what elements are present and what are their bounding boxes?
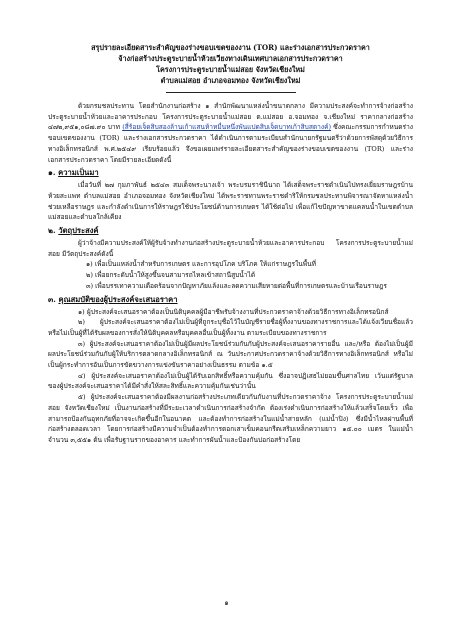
- section-2-title: วัตถุประสงค์: [58, 226, 99, 236]
- intro-amount-words: (สี่ร้อยเจ็ดสิบสองล้านเก้าแสนห้าหมื่นหนึ่งพันแปดสิบเจ็ดบาทเก้าสิบสตางค์): [122, 123, 332, 132]
- doc-title-4: ตำบลแม่สอย อำเภอจอมทอง จังหวัดเชียงใหม่: [160, 76, 301, 85]
- doc-title-1: สรุปรายละเอียดสาระสำคัญของร่างขอบเขตของงาน (TOR) และร่างเอกสารประกวดราคา: [91, 43, 370, 52]
- section-1-body: เมื่อวันที่ ๒๗ กุมภาพันธ์ ๒๕๔๓ สมเด็จพระนางเจ้า พระบรมราชินีนาถ ได้เสด็จพระราชดำเนินไปทรงเยี่ยมราษฎรบ้านห้วยสะแพท ตำบลแม่สอย อำเภอจอมทอง จังหวัดเชียงใหม่ ได้พระราชทานพระราชดำริให้กรมชลประทานพิจารณาจัดหาแหล่งน้ำช่วยเหลือราษฎร และกำลังดำเนินการให้ราษฎรใช้ประโยชน์ด้านการเกษตร ได้ใช้ต่อไป เพื่อแก้ไขปัญหาขาดแคลนน้ำในเขตตำบลแม่สอยและตำบลใกล้เคียง: [48, 181, 413, 222]
- section-3-title: คุณสมบัติของผู้ประสงค์จะเสนอราคา: [58, 294, 178, 304]
- doc-title-2: จ้างก่อสร้างประตูระบายน้ำห้วยเวียงทางเดินเทศบาลเอกสารประกวดราคา: [118, 54, 343, 63]
- section-3-item: ๑) ผู้ประสงค์จะเสนอราคาต้องเป็นนิติบุคคลผู้มีอาชีพรับจ้างงานที่ประกวดราคาจ้างด้วยวิธีการทางอิเล็กทรอนิกส์: [78, 307, 389, 316]
- section-1-number: ๑.: [48, 168, 56, 178]
- section-2-item: ๑) เพื่อเป็นแหล่งน้ำสำหรับการเกษตร และการอุปโภค บริโภค ให้แก่ราษฎรในพื้นที่: [86, 260, 317, 269]
- title-divider: [166, 92, 296, 93]
- section-3-item: ๒) ผู้ประสงค์จะเสนอราคาต้องไม่เป็นผู้ที่ถูกระบุชื่อไว้ในบัญชีรายชื่อผู้ทิ้งงานของทางราชการและได้แจ้งเวียนชื่อแล้ว หรือไม่เป็นผู้ที่ได้รับผลของการสั่งให้นิติบุคคลหรือบุคคลอื่นเป็นผู้ทิ้งงาน ตามระเบียบของทางราชการ: [48, 318, 413, 337]
- section-1-heading: [48, 167, 413, 179]
- section-3-heading: [48, 294, 413, 306]
- section-2-heading: [48, 225, 413, 237]
- intro-paragraph: [48, 101, 413, 165]
- section-3-item: ๕) ผู้ประสงค์จะเสนอราคาต้องมีผลงานก่อสร้างประเภทเดียวกันกับงานที่ประกวดราคาจ้าง โครงการประตูระบายน้ำแม่สอย จังหวัดเชียงใหม่ เป็นงานก่อสร้างที่มีระยะเวลาดำเนินการก่อสร้างจำกัด ต้องเร่งดำเนินการก่อสร้างให้แล้วเสร็จโดยเร็ว เพื่อสามารถป้องกันอุทกภัยที่อาจจะเกิดขึ้นอีกในอนาคต และต้องทำการก่อสร้างในแม่น้ำสายหลัก (แม่น้ำปิง) ซึ่งมีน้ำไหลผ่านพื้นที่ก่อสร้างตลอดเวลา โดยการก่อสร้างมีความจำเป็นต้องทำการตอกเสาเข็มคอนกรีตเสริมเหล็กความยาว ๑๕.๐๐ เมตร ในแม่น้ำ จำนวน ๓,๕๕๑ ต้น เพื่อรับฐานรากของอาคาร และทำการผันน้ำและป้องกันบ่อก่อสร้างโดย: [48, 393, 413, 444]
- doc-title-3: โครงการประตูระบายน้ำแม่สอย จังหวัดเชียงใหม่: [156, 65, 305, 74]
- section-2-item: ๓) เพื่อบรรเทาความเดือดร้อนจากปัญหาภัยแล้งและลดความเสียหายต่อพื้นที่การเกษตรและบ้านเรือนราษฎร: [86, 281, 387, 290]
- intro-text-2: ซึ่งคณะกรรมการกำหนดร่างขอบเขตของงาน (TOR) และร่างเอกสารประกวดราคา ได้ดำเนินการตามระเบียบสำนักนายกรัฐมนตรีว่าด้วยการพัสดุด้วยวิธีการทางอิเล็กทรอนิกส์ พ.ศ.๒๕๔๙ เรียบร้อยแล้ว จึงขอเผยแพร่รายละเอียดสาระสำคัญของร่างขอบเขตของงาน (TOR) และร่างเอกสารประกวดราคา โดยมีรายละเอียดดังนี้: [48, 123, 413, 164]
- intro-text-1: ด้วยกรมชลประทาน โดยสำนักงานก่อสร้าง ๑ สำนักพัฒนาแหล่งน้ำขนาดกลาง มีความประสงค์จะทำการจ้างก่อสร้างประตูระบายน้ำห้วยและอาคารประกอบ โครงการประตูระบายน้ำแม่สอย ต.แม่สอย อ.จอมทอง จ.เชียงใหม่ ราคากลางก่อสร้าง ๔๗๒,๙๕๑,๐๘๗.๙๐ บาท: [48, 102, 413, 132]
- page-number: ๑: [224, 599, 229, 607]
- section-1-title: ความเป็นมา: [58, 168, 99, 178]
- section-3-number: ๓.: [48, 294, 56, 304]
- section-2-number: ๒.: [48, 226, 56, 236]
- section-2-item: ๒) เพื่อยกระดับน้ำให้สูงขึ้นจนสามารถไหลเข้าสถานีสูบน้ำได้: [86, 271, 256, 280]
- section-3-item: ๓) ผู้ประสงค์จะเสนอราคาต้องไม่เป็นผู้มีผลประโยชน์ร่วมกันกับผู้ประสงค์จะเสนอราคารายอื่น และ/หรือ ต้องไม่เป็นผู้มีผลประโยชน์ร่วมกันกับผู้ให้บริการตลาดกลางอิเล็กทรอนิกส์ ณ วันประกาศประกวดราคาจ้างด้วยวิธีการทางอิเล็กทรอนิกส์ หรือไม่เป็นผู้กระทำการอันเป็นการขัดขวางการแข่งขันราคาอย่างเป็นธรรม ตามข้อ ๑.๕: [48, 339, 413, 370]
- section-3-item: ๔) ผู้ประสงค์จะเสนอราคาต้องไม่เป็นผู้ได้รับเอกสิทธิ์หรือความคุ้มกัน ซึ่งอาจปฏิเสธไม่ยอมขึ้นศาลไทย เว้นแต่รัฐบาลของผู้ประสงค์จะเสนอราคาได้มีคำสั่งให้สละสิทธิ์และความคุ้มกันเช่นว่านั้น: [48, 371, 413, 391]
- section-2-body: ผู้ว่าจ้างมีความประสงค์ให้ผู้รับจ้างทำงานก่อสร้างประตูระบายน้ำห้วยและอาคารประกอบ โครงการประตูระบายน้ำแม่สอย มีวัตถุประสงค์ดังนี้: [48, 239, 413, 258]
